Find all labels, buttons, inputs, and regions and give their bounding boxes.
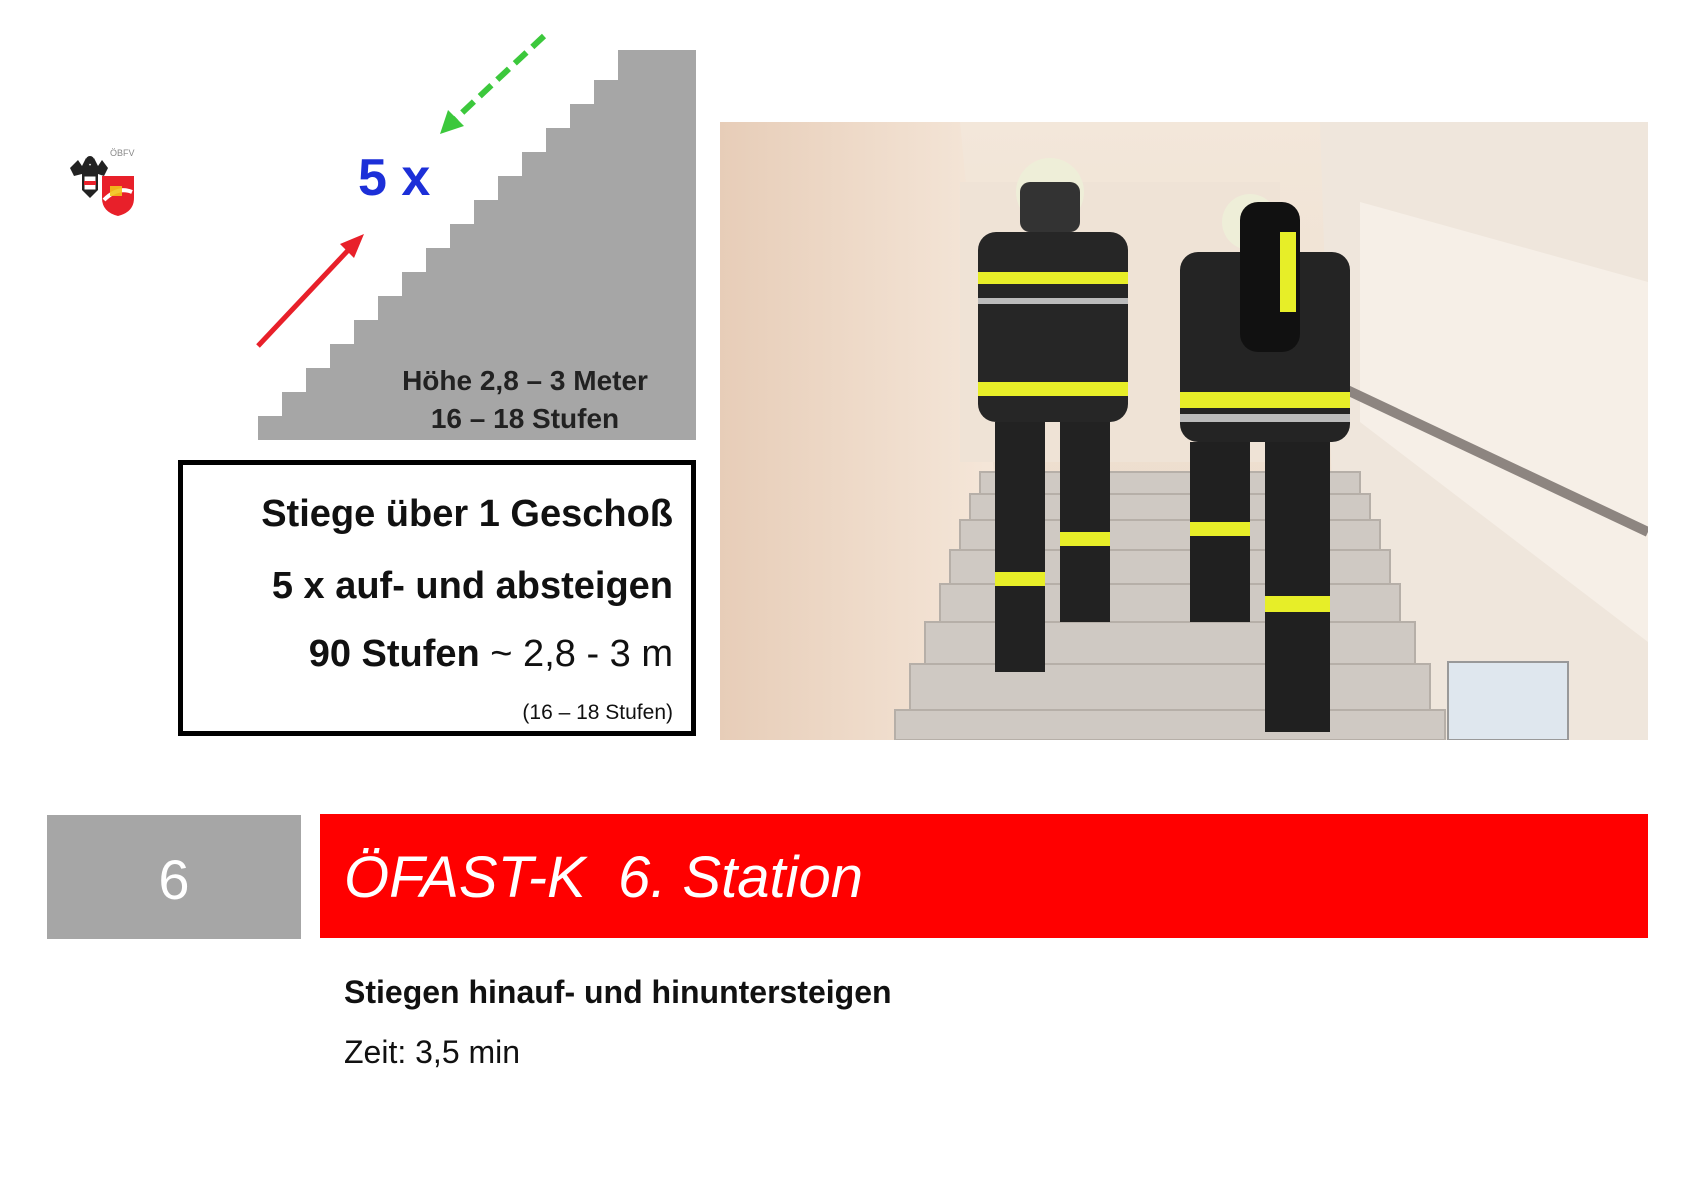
repeat-count-label: 5 x <box>358 149 431 207</box>
station-title-box <box>320 814 1648 938</box>
info-repetitions: 5 x auf- und absteigen <box>271 565 673 607</box>
info-box <box>178 460 696 736</box>
info-stairs-floor: Stiege über 1 Geschoß <box>261 493 673 535</box>
info-total-steps <box>309 633 673 676</box>
station-time: Zeit: 3,5 min <box>344 1034 521 1070</box>
eagle-crest-icon <box>64 146 144 218</box>
logo-text: ÖBFV <box>110 148 135 158</box>
station-subtitle: Stiegen hinauf- und hinuntersteigen <box>344 974 892 1010</box>
up-arrow-icon <box>258 234 364 346</box>
stair-caption <box>360 362 690 438</box>
station-number: 6 <box>158 848 190 911</box>
firefighters-stairs-photo <box>720 122 1648 740</box>
down-arrow-icon <box>440 36 544 134</box>
oebfv-logo <box>64 146 144 218</box>
stair-height-text: Höhe 2,8 – 3 Meter <box>402 365 648 396</box>
info-steps-height: ~ 2,8 - 3 m <box>479 633 673 675</box>
info-steps-note: (16 – 18 Stufen) <box>522 701 673 724</box>
station-number-box <box>47 815 301 939</box>
station-title: ÖFAST-K 6. Station <box>344 845 863 910</box>
info-steps-count: 90 Stufen <box>308 633 480 675</box>
stair-steps-text: 16 – 18 Stufen <box>430 403 620 434</box>
